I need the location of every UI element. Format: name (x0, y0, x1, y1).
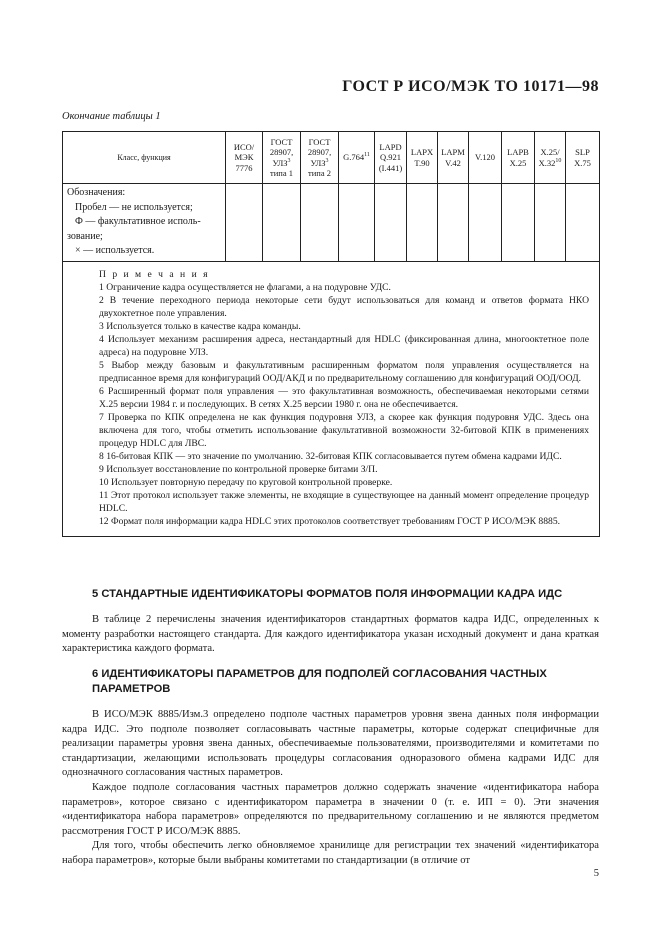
legend-row (63, 184, 600, 262)
notes-title: П р и м е ч а н и я (99, 268, 210, 280)
notes-cell (63, 261, 600, 537)
header-lapx: LAPX T.90 (407, 132, 438, 184)
notes-row (63, 261, 600, 537)
note-item: 7 Проверка по КПК определена не как функция подуровня УЛЗ, а скорее как функция подуровня УДС. Здесь она включена для того, чтобы отметить использование факультативной возможности 32-битовой КПК в применениях процедур HDLC для ЛВС. (99, 412, 589, 450)
table-continuation-caption: Окончание таблицы 1 (62, 111, 161, 122)
note-item: 9 Использует восстановление по контрольной проверке битами З/П. (99, 464, 378, 476)
header-v120: V.120 (469, 132, 502, 184)
header-x25-x32: X.25/ $X.32^{10}$ (535, 132, 566, 184)
document-header: ГОСТ Р ИСО/МЭК ТО 10171—98 (342, 78, 599, 95)
header-slp: SLP X.75 (566, 132, 600, 184)
header-g764: G.764$^{11}$ (339, 132, 375, 184)
header-gost-type2: ГОСТ 28907, УЛЗ$^3$ типа 2 (301, 132, 339, 184)
note-item: 11 Этот протокол использует также элементы, не входящие в существующее на данный момент определение процедур HDLC. (99, 490, 589, 515)
note-item: 8 16-битовая КПК — это значение по умолчанию. 32-битовая КПК согласовывается путем обмена кадрами ИДС. (99, 451, 562, 463)
header-lapm: LAPM V.42 (438, 132, 469, 184)
legend-cell: Обозначения: Пробел — не используется; Ф — факультативное исполь- зование; × — используется. (63, 184, 226, 262)
section-5-body: В таблице 2 перечислены значения идентификаторов стандартных форматов кадра ИДС, определенных к моменту разработки настоящего стандарта. Для каждого идентификатора указан исходный документ и дана краткая характеристика каждого формата. (62, 614, 599, 655)
page-number: 5 (593, 868, 599, 879)
header-iso7776: ИСО/ МЭК 7776 (226, 132, 263, 184)
header-lapb: LAPB X.25 (502, 132, 535, 184)
note-item: 4 Использует механизм расширения адреса, нестандартный для HDLC (фиксированная длина, многооктетное поле адреса) на подуровне УЛЗ. (99, 333, 589, 358)
header-class-function: Класс, функция (63, 132, 226, 184)
header-gost-type1: ГОСТ 28907, УЛЗ$^3$ типа 1 (263, 132, 301, 184)
section-6-paragraph: Для того, чтобы обеспечить легко обновляемое хранилище для регистрации тех значений «идентификатора набора параметров», которые были выбраны комитетами по стандартизации (в отличие от (62, 840, 599, 867)
note-item: 5 Выбор между базовым и факультативным расширенным форматом поля управления осуществляется на предписанное время для конфигураций ООД/АКД и по предварительному соглашению для конфигураций ООД/ООД. (99, 359, 589, 384)
note-item: 1 Ограничение кадра осуществляется не флагами, а на подуровне УДС. (99, 281, 391, 293)
header-lapd: LAPD Q.921 (I.441) (375, 132, 407, 184)
section-5-title: 5 СТАНДАРТНЫЕ ИДЕНТИФИКАТОРЫ ФОРМАТОВ ПОЛЯ ИНФОРМАЦИИ КАДРА ИДС (92, 588, 563, 600)
table-1 (62, 131, 600, 537)
note-item: 10 Использует повторную передачу по круговой контрольной проверке. (99, 477, 393, 489)
note-item: 2 В течение переходного периода некоторые сети будут использоваться для команд и ответов формата НКО двухоктетное поле управления. (99, 294, 589, 319)
note-item: 6 Расширенный формат поля управления — это факультативная возможность, обеспечиваемая некоторыми сетями X.25 версии 1984 г. и последующих. В сетях X.25 версии 1980 г. она не обеспечивается. (99, 385, 589, 410)
note-item: 12 Формат поля информации кадра HDLC этих протоколов соответствует требованиям ГОСТ Р ИСО/МЭК 8885. (99, 516, 561, 528)
section-6-paragraph: В ИСО/МЭК 8885/Изм.3 определено подполе частных параметров уровня звена данных поля информации кадра ИДС. Это подполе позволяет согласовывать частные параметры, которые содержат специфичные для реализации параметры уровня звена данных, обеспечиваемые пользователями, производителями и комитетами по стандартизации, желающими использовать процедуры согласования одноразового обмена кадрами ИДС для однозначного согласования частных параметров. (62, 709, 599, 779)
section-6-paragraph: Каждое подполе согласования частных параметров должно содержать значение «идентификатора набора параметров», которое связано с идентификатором параметра в значении 0 (т. е. ИП = 0). Эти значения «идентификатора набора параметров» определяются по предварительному соглашению и не являются предметом рассмотрения ГОСТ Р ИСО/МЭК 8885. (62, 782, 599, 837)
table-header-row (63, 132, 600, 184)
section-6-body (62, 708, 599, 869)
section-6-title: 6 ИДЕНТИФИКАТОРЫ ПАРАМЕТРОВ ДЛЯ ПОДПОЛЕЙ СОГЛАСОВАНИЯ ЧАСТНЫХ ПАРАМЕТРОВ (92, 668, 547, 696)
note-item: 3 Используется только в качестве кадра команды. (99, 320, 301, 332)
